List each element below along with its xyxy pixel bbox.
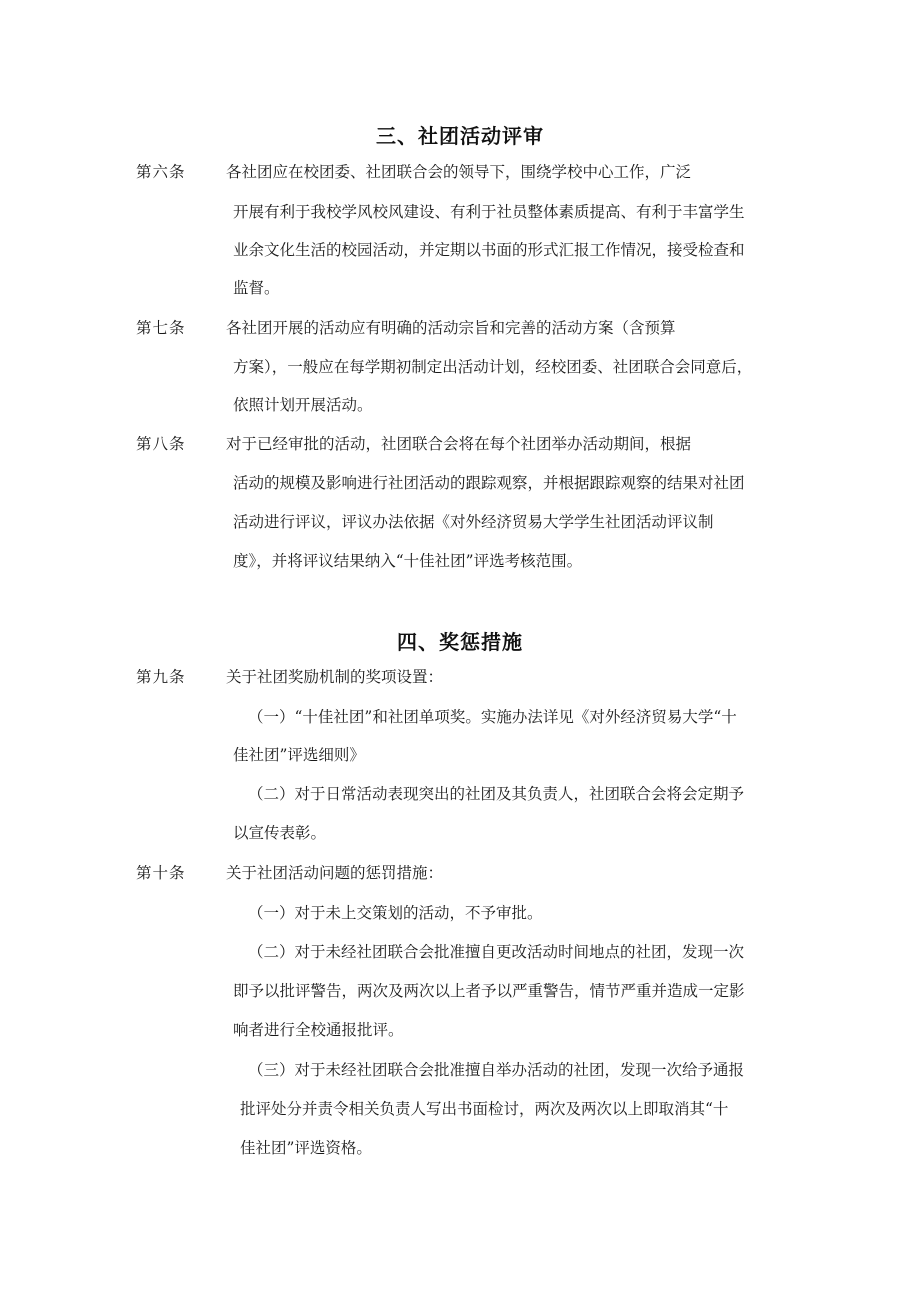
article-10-item-2-line-3: 响者进行全校通报批评。 [233,1021,404,1039]
section-4-title: 四、奖惩措施 [397,630,523,654]
article-10-item-2-line-1: （二）对于未经社团联合会批准擅自更改活动时间地点的社团，发现一次 [248,943,745,961]
article-6-line-3: 业余文化生活的校园活动，并定期以书面的形式汇报工作情况，接受检查和 [233,241,745,259]
article-9-item-2-line-2: 以宣传表彰。 [233,824,327,842]
article-8-line-4: 度》，并将评议结果纳入“十佳社团”评选考核范围。 [233,552,583,570]
article-9-item-1-line-1: （一）“十佳社团”和社团单项奖。实施办法详见《对外经济贸易大学“十 [248,708,737,726]
article-9-item-2-line-1: （二）对于日常活动表现突出的社团及其负责人，社团联合会将会定期予 [248,785,745,803]
article-10-item-3-line-3: 佳社团”评选资格。 [240,1139,372,1157]
article-7-label: 第七条 [136,319,186,337]
article-9-item-1-line-2: 佳社团”评选细则》 [233,746,365,764]
article-6-label: 第六条 [136,163,186,181]
article-10-intro: 关于社团活动问题的惩罚措施： [226,864,444,882]
article-9-intro: 关于社团奖励机制的奖项设置： [226,668,444,686]
article-8-line-1: 对于已经审批的活动，社团联合会将在每个社团举办活动期间，根据 [226,435,692,453]
article-8-line-3: 活动进行评议，评议办法依据《对外经济贸易大学学生社团活动评议制 [233,513,714,531]
article-10-item-1: （一）对于未上交策划的活动，不予审批。 [248,904,543,922]
article-6-line-2: 开展有利于我校学风校风建设、有利于社员整体素质提高、有利于丰富学生 [233,203,745,221]
article-10-label: 第十条 [136,864,186,882]
article-7-line-1: 各社团开展的活动应有明确的活动宗旨和完善的活动方案（含预算 [226,319,676,337]
article-7-line-2: 方案），一般应在每学期初制定出活动计划，经校团委、社团联合会同意后， [233,358,753,376]
article-8-line-2: 活动的规模及影响进行社团活动的跟踪观察，并根据跟踪观察的结果对社团 [233,474,745,492]
article-9-label: 第九条 [136,668,186,686]
article-7-line-3: 依照计划开展活动。 [233,396,373,414]
article-10-item-3-line-1: （三）对于未经社团联合会批准擅自举办活动的社团，发现一次给予通报 [248,1061,745,1079]
article-10-item-2-line-2: 即予以批评警告，两次及两次以上者予以严重警告，情节严重并造成一定影 [233,982,745,1000]
article-6-line-4: 监督。 [233,279,280,297]
section-3-title: 三、社团活动评审 [376,124,544,148]
article-10-item-3-line-2: 批评处分并责令相关负责人写出书面检讨，两次及两次以上即取消其“十 [240,1100,729,1118]
article-6-line-1: 各社团应在校团委、社团联合会的领导下，围绕学校中心工作，广泛 [226,163,692,181]
article-8-label: 第八条 [136,435,186,453]
